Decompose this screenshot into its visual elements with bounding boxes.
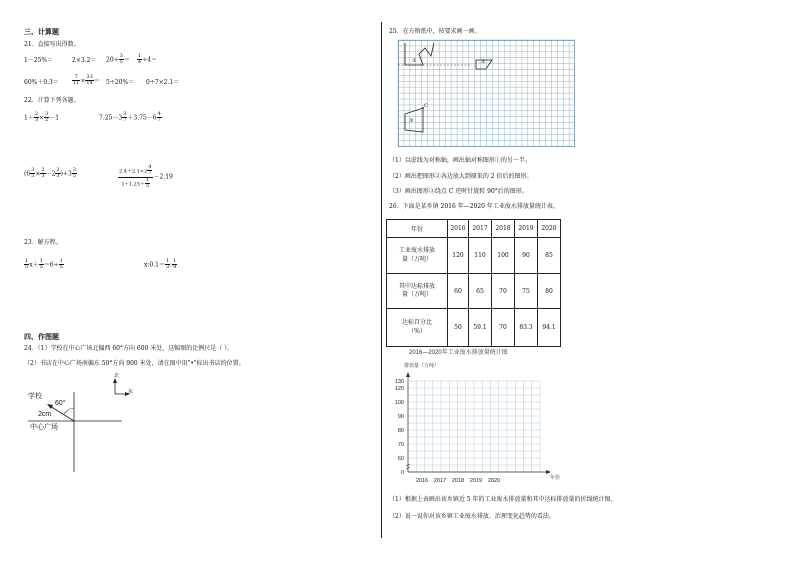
point-c-label: C (424, 103, 428, 109)
header-cell: 2018 (492, 220, 515, 238)
q22-expr-3: (6 $\frac{3}{5}$ × $\frac{2}{3}$ －2 $\frac{2}{3}$ )÷3 $\frac{3}{5}$ (24, 167, 76, 180)
header-cell: 2016 (448, 220, 469, 238)
q24-line-1: 24．（1）学校在中心广场北偏西 60°方向 600 米处，这幅图的比例尺是（ ）。 (24, 345, 234, 352)
center-square-label: 中心广场 (30, 424, 58, 431)
school-label: 学校 (28, 393, 42, 400)
chart-title: 2016—2020年工业废水排放量统计图 (409, 350, 508, 356)
q21-item-b: 2×3.2＝ (72, 57, 97, 64)
q21-item-a: 1－25%＝ (24, 57, 54, 64)
chart-x-tick-label: 2018 (451, 478, 465, 484)
q22-title: 22．计算下列各题。 (24, 97, 80, 104)
chart-y-tick-label: 100 (394, 400, 404, 406)
table-cell: 94.1 (538, 309, 561, 347)
q22-expr-2: 7.25－3 $\frac{3}{7}$ ＋3.75－6 $\frac{4}{7}$ (99, 111, 161, 124)
q25-task-3: （3）画出图形③绕点 C 逆时针旋转 90°后的图形。 (389, 188, 528, 195)
q26-line-chart (380, 372, 555, 494)
q25-task-2: （2）画出把图形②各边放大到原来的 2 倍后的图形。 (389, 173, 533, 180)
angle-label: 60° (55, 400, 66, 407)
table-cell: 60 (448, 274, 469, 309)
angle-arc (64, 408, 74, 414)
east-label: 东 (128, 389, 134, 395)
table-cell: 85 (538, 238, 561, 274)
table-row (387, 238, 561, 274)
chart-ylabel: 排放量（万吨） (404, 363, 440, 369)
chart-y-tick-label: 60 (397, 456, 404, 462)
chart-y-tick-label: 80 (397, 428, 404, 434)
school-direction-arrow (50, 406, 74, 421)
table-cell: 100 (492, 238, 515, 274)
header-cell: 2019 (515, 220, 538, 238)
table-row (387, 309, 561, 347)
table-cell: 110 (469, 238, 492, 274)
q25-title: 25．在方格纸中，按要求画一画。 (389, 28, 481, 35)
table-cell: 65 (469, 274, 492, 309)
table-cell: 90 (515, 238, 538, 274)
q26-data-table (386, 219, 561, 347)
row-label: 达标百分比 （%） (387, 309, 448, 347)
q25-task-1: （1）以虚线为对称轴，画出轴对称图形①的另一半。 (389, 157, 531, 164)
shape-2-label: ② (481, 59, 486, 65)
table-cell: 75 (515, 274, 538, 309)
school-arrowhead-icon (47, 404, 53, 409)
chart-x-arrow-icon (546, 470, 551, 474)
table-cell: 120 (448, 238, 469, 274)
table-cell: 80 (538, 274, 561, 309)
table-cell: 70 (492, 274, 515, 309)
chart-x-tick-label: 2016 (415, 478, 429, 484)
chart-x-tick-label: 2020 (487, 478, 501, 484)
shape-3-label: ③ (409, 118, 414, 124)
chart-xlabel: 年份 (550, 475, 561, 481)
q22-expr-1: 1＋ $\frac{2}{3}$ × $\frac{3}{2}$ －1 (24, 111, 60, 124)
q26-task-1: （1）根据上表画出该乡镇近 5 年的工业废水排放量和其中达标排放量的折线统计图。 (389, 496, 617, 503)
chart-y-tick-label: 70 (397, 442, 404, 448)
chart-y-tick-label: 0 (400, 470, 404, 476)
q23-equation-1: $\frac{1}{5}$ x＋ $\frac{1}{5}$ ＝6÷ $\frac{1}{5}$ (25, 258, 63, 271)
header-cell: 2020 (538, 220, 561, 238)
section-4-heading: 四、作图题 (24, 332, 59, 341)
q23-equation-2: x:0.1＝ $\frac{1}{3}$ : $\frac{1}{9}$ (144, 258, 177, 271)
shape-1-half (405, 43, 434, 65)
shape-1-label: ① (412, 58, 417, 64)
q24-line-2: （2）书店在中心广场南偏东 50°方向 900 米处，请在图中用"•"标出书店的位置。 (24, 360, 245, 367)
chart-y-tick-label: 130 (394, 379, 404, 385)
north-label: 北 (114, 373, 120, 379)
q22-expr-4: 2.4＋2.1×2 $\frac{4}{7}$ 1÷1.25＋ $\frac{1}{5}$ －2.19 (119, 164, 173, 189)
q21-item-d: $\frac{1}{4}$ ÷4＝ (138, 53, 158, 66)
q26-task-2: （2）说一说你对该乡镇工业废水排放、治理变化趋势的看法。 (389, 513, 555, 520)
chart-y-tick-label: 120 (394, 386, 404, 392)
q21-item-c: 20÷ $\frac{3}{5}$ ＝ (106, 53, 130, 66)
section-3-heading: 三、计算题 (24, 27, 59, 36)
table-cell: 70 (492, 309, 515, 347)
q21-item-h: 0÷7×2.1＝ (146, 79, 180, 86)
table-row (387, 274, 561, 309)
table-cell: 59.1 (469, 309, 492, 347)
header-cell: 2017 (469, 220, 492, 238)
table-header-row (387, 220, 561, 238)
chart-x-tick-label: 2017 (433, 478, 447, 484)
q23-title: 23．解方程。 (24, 239, 62, 246)
q21-item-f: $\frac{7}{11}$ × $\frac{33}{14}$ ＝ (73, 74, 100, 87)
q25-grid-paper (398, 40, 576, 147)
chart-x-tick-label: 2019 (469, 478, 483, 484)
q21-item-e: 60%＋0.3＝ (24, 79, 59, 86)
chart-y-arrow-icon (406, 372, 410, 377)
table-cell: 83.3 (515, 309, 538, 347)
q21-item-g: 5÷20%＝ (106, 79, 135, 86)
q21-title: 21．直接写出得数。 (24, 41, 80, 48)
chart-y-tick-label: 90 (397, 414, 404, 420)
header-cell: 年份 (387, 220, 448, 238)
table-cell: 50 (448, 309, 469, 347)
scale-label: 2cm (38, 411, 52, 418)
row-label: 工业废水排放 量（万吨） (387, 238, 448, 274)
q26-title: 26．下面是某乡镇 2016 年—2020 年工业废水排放量统计表。 (389, 203, 559, 210)
row-label: 其中达标排放 量（万吨） (387, 274, 448, 309)
